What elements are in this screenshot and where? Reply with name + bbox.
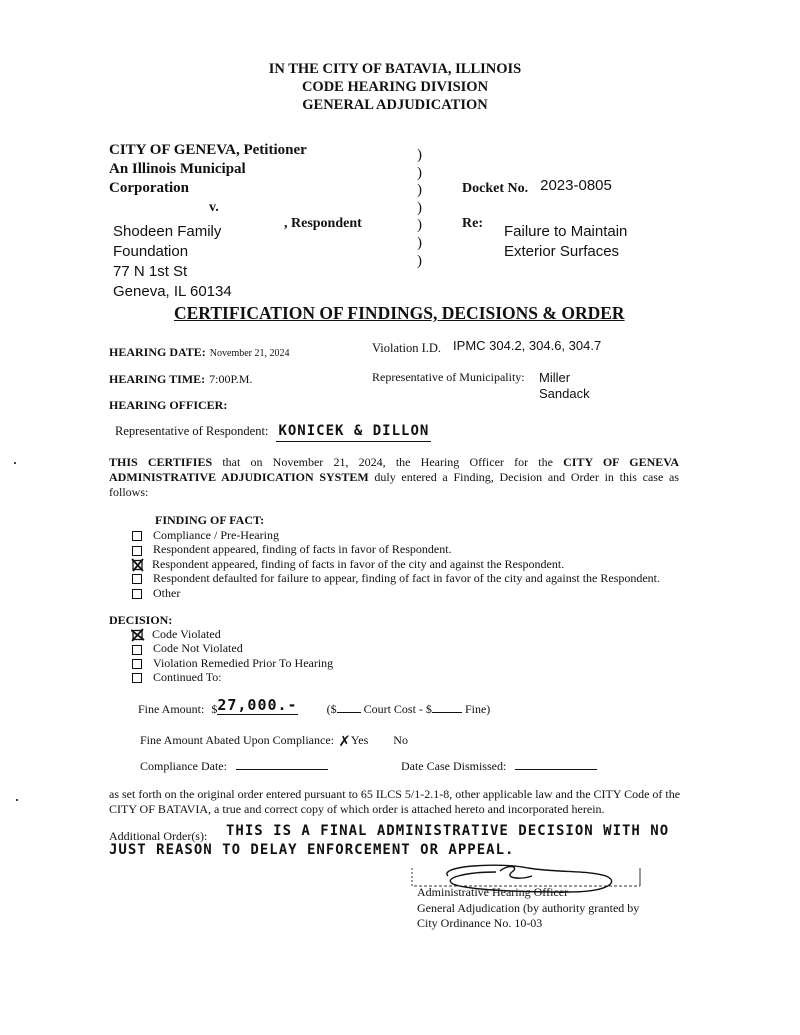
versus-label: v. xyxy=(209,200,219,215)
decision-label: Code Not Violated xyxy=(153,641,243,656)
certifies-paragraph xyxy=(109,455,679,500)
signature-block xyxy=(417,885,639,932)
paren-1: ) xyxy=(417,147,422,163)
header-line-1: IN THE CITY OF BATAVIA, ILLINOIS xyxy=(268,61,522,77)
rep-municipality-2: Sandack xyxy=(539,386,590,401)
certifies-lead: THIS CERTIFIES xyxy=(109,455,213,469)
abated-row xyxy=(140,728,408,749)
finding-checkbox-favor-city-checked[interactable] xyxy=(132,559,144,571)
additional-order-line-1: THIS IS A FINAL ADMINISTRATIVE DECISION WITH NO xyxy=(226,823,670,839)
rep-municipality-names xyxy=(539,370,590,402)
finding-checkbox-favor-respondent[interactable] xyxy=(132,546,142,556)
hearing-date-value: November 21, 2024 xyxy=(209,348,290,359)
scan-speck xyxy=(16,799,18,801)
fine-close-label: Fine) xyxy=(464,702,491,716)
compliance-row xyxy=(140,759,597,774)
x-mark-icon xyxy=(131,558,145,572)
fine-amount-dollar: $ xyxy=(211,702,218,716)
x-mark-icon xyxy=(131,628,145,642)
court-cost-blank xyxy=(432,702,462,713)
abated-yes-label: Yes xyxy=(350,733,369,747)
respondent-name-2: Foundation xyxy=(113,243,189,260)
docket-row xyxy=(462,179,612,197)
signature-title: Administrative Hearing Officer xyxy=(417,885,569,899)
hearing-officer-label: HEARING OFFICER: xyxy=(109,398,228,412)
fine-paren-dollar: ($ xyxy=(326,702,337,716)
docket-label: Docket No. xyxy=(462,181,529,196)
finding-checkbox-other[interactable] xyxy=(132,589,142,599)
finding-label: Other xyxy=(153,585,181,600)
compliance-date-field[interactable] xyxy=(236,759,328,770)
signature-ordinance: City Ordinance No. 10-03 xyxy=(417,916,543,930)
paren-4: ) xyxy=(417,199,422,216)
header-line-3: GENERAL ADJUDICATION xyxy=(302,97,488,113)
abated-no-label: No xyxy=(393,733,408,747)
paren-5: ) xyxy=(417,217,422,234)
finding-list xyxy=(132,528,660,600)
court-cost-label: Court Cost - $ xyxy=(363,702,432,716)
decision-item xyxy=(132,641,333,655)
respondent-address-1: 77 N 1st St xyxy=(113,263,188,280)
rep-respondent-value: KONICEK & DILLON xyxy=(276,423,431,442)
finding-item xyxy=(132,528,660,542)
check-mark-icon: ✗ xyxy=(338,730,351,751)
finding-checkbox-compliance[interactable] xyxy=(132,531,142,541)
decision-label: Violation Remedied Prior To Hearing xyxy=(153,655,334,670)
court-header xyxy=(0,60,790,114)
decision-label: Continued To: xyxy=(153,670,222,685)
header-line-2: CODE HEARING DIVISION xyxy=(301,79,489,95)
finding-heading: FINDING OF FACT: xyxy=(155,513,265,527)
fine-amount-row xyxy=(138,696,491,718)
decision-label: Code Violated xyxy=(152,627,221,641)
rep-municipality-label: Representative of Municipality: xyxy=(372,370,525,384)
paren-3: ) xyxy=(417,182,422,199)
decision-item xyxy=(132,627,333,641)
rep-respondent-row xyxy=(115,422,431,440)
respondent-label: , Respondent xyxy=(284,216,362,231)
finding-item xyxy=(132,542,660,556)
hearing-time-value: 7:00P.M. xyxy=(209,372,253,386)
finding-label: Respondent appeared, finding of facts in favor of the city and against the Respondent. xyxy=(152,556,565,571)
petitioner-block xyxy=(109,141,307,198)
fine-blank-1 xyxy=(337,702,361,713)
hearing-date-row xyxy=(109,343,290,361)
finding-label: Respondent defaulted for failure to appear, finding of fact in favor of the city and against the Respondent. xyxy=(153,571,661,586)
date-dismissed-field[interactable] xyxy=(515,759,597,770)
re-subject-2: Exterior Surfaces xyxy=(504,243,620,260)
paren-2: ) xyxy=(417,164,422,181)
fine-amount-label: Fine Amount: xyxy=(138,702,205,716)
respondent-name-1: Shodeen Family xyxy=(113,223,222,240)
violation-row xyxy=(372,339,601,357)
petitioner-desc-1: An Illinois Municipal xyxy=(109,161,246,177)
hearing-time-row xyxy=(109,370,252,388)
finding-label: Respondent appeared, finding of facts in favor of Respondent. xyxy=(153,542,452,557)
petitioner-name: CITY OF GENEVA, Petitioner xyxy=(109,142,307,158)
finding-checkbox-default[interactable] xyxy=(132,574,142,584)
abated-label: Fine Amount Abated Upon Compliance: xyxy=(140,733,334,747)
respondent-block xyxy=(113,222,232,302)
re-subject xyxy=(504,222,627,262)
page-title: CERTIFICATION OF FINDINGS, DECISIONS & ORDER xyxy=(174,303,625,323)
scan-speck xyxy=(14,462,16,464)
decision-item xyxy=(132,656,333,670)
decision-list xyxy=(132,627,333,685)
rep-respondent-label: Representative of Respondent: xyxy=(115,424,269,438)
petitioner-desc-2: Corporation xyxy=(109,180,189,196)
decision-heading: DECISION: xyxy=(109,613,173,627)
violation-value: IPMC 304.2, 304.6, 304.7 xyxy=(453,338,602,353)
decision-checkbox-code-violated-checked[interactable] xyxy=(132,629,144,641)
re-label: Re: xyxy=(462,216,483,231)
date-dismissed-label: Date Case Dismissed: xyxy=(400,759,507,773)
docket-number: 2023-0805 xyxy=(540,177,612,194)
paren-6: ) xyxy=(417,234,422,251)
re-subject-1: Failure to Maintain xyxy=(504,223,628,240)
hearing-date-label: HEARING DATE: xyxy=(109,345,206,359)
finding-label: Compliance / Pre-Hearing xyxy=(153,528,279,542)
certifies-text-2: duly entered a Finding, Decision and Order in this case as follows: xyxy=(109,470,679,499)
additional-order-label: Additional Order(s): xyxy=(109,829,208,843)
finding-item xyxy=(132,557,660,571)
signature-authority: General Adjudication (by authority granted by xyxy=(417,900,640,915)
violation-label: Violation I.D. xyxy=(372,341,442,355)
abated-yes-option[interactable] xyxy=(338,730,371,751)
additional-order-line-2: JUST REASON TO DELAY ENFORCEMENT OR APPEAL. xyxy=(109,842,515,858)
hearing-time-label: HEARING TIME: xyxy=(109,372,206,386)
paren-7: ) xyxy=(417,252,422,269)
finding-item xyxy=(132,586,660,600)
certifies-text-1: that on November 21, 2024, the Hearing Officer for the xyxy=(222,455,553,469)
decision-checkbox-continued[interactable] xyxy=(132,673,142,683)
respondent-address-2: Geneva, IL 60134 xyxy=(113,283,232,300)
rep-municipality-1: Miller xyxy=(539,370,571,385)
legal-paragraph: as set forth on the original order entered pursuant to 65 ILCS 5/1-2.1-8, other applicable law and the CITY Code of the CITY OF BATAVIA, a true and correct copy of which order is attached hereto and incorporated herein. xyxy=(109,787,681,816)
certifies-system: CITY OF GENEVA ADMINISTRATIVE ADJUDICATION SYSTEM xyxy=(109,455,680,484)
caption-parentheses xyxy=(417,147,422,270)
abated-no-option[interactable] xyxy=(393,733,408,747)
finding-item xyxy=(132,571,660,585)
decision-checkbox-not-violated[interactable] xyxy=(132,645,142,655)
fine-amount-value: 27,000.- xyxy=(217,696,298,714)
decision-checkbox-remedied[interactable] xyxy=(132,659,142,669)
compliance-date-label: Compliance Date: xyxy=(140,759,227,773)
decision-item xyxy=(132,670,333,684)
